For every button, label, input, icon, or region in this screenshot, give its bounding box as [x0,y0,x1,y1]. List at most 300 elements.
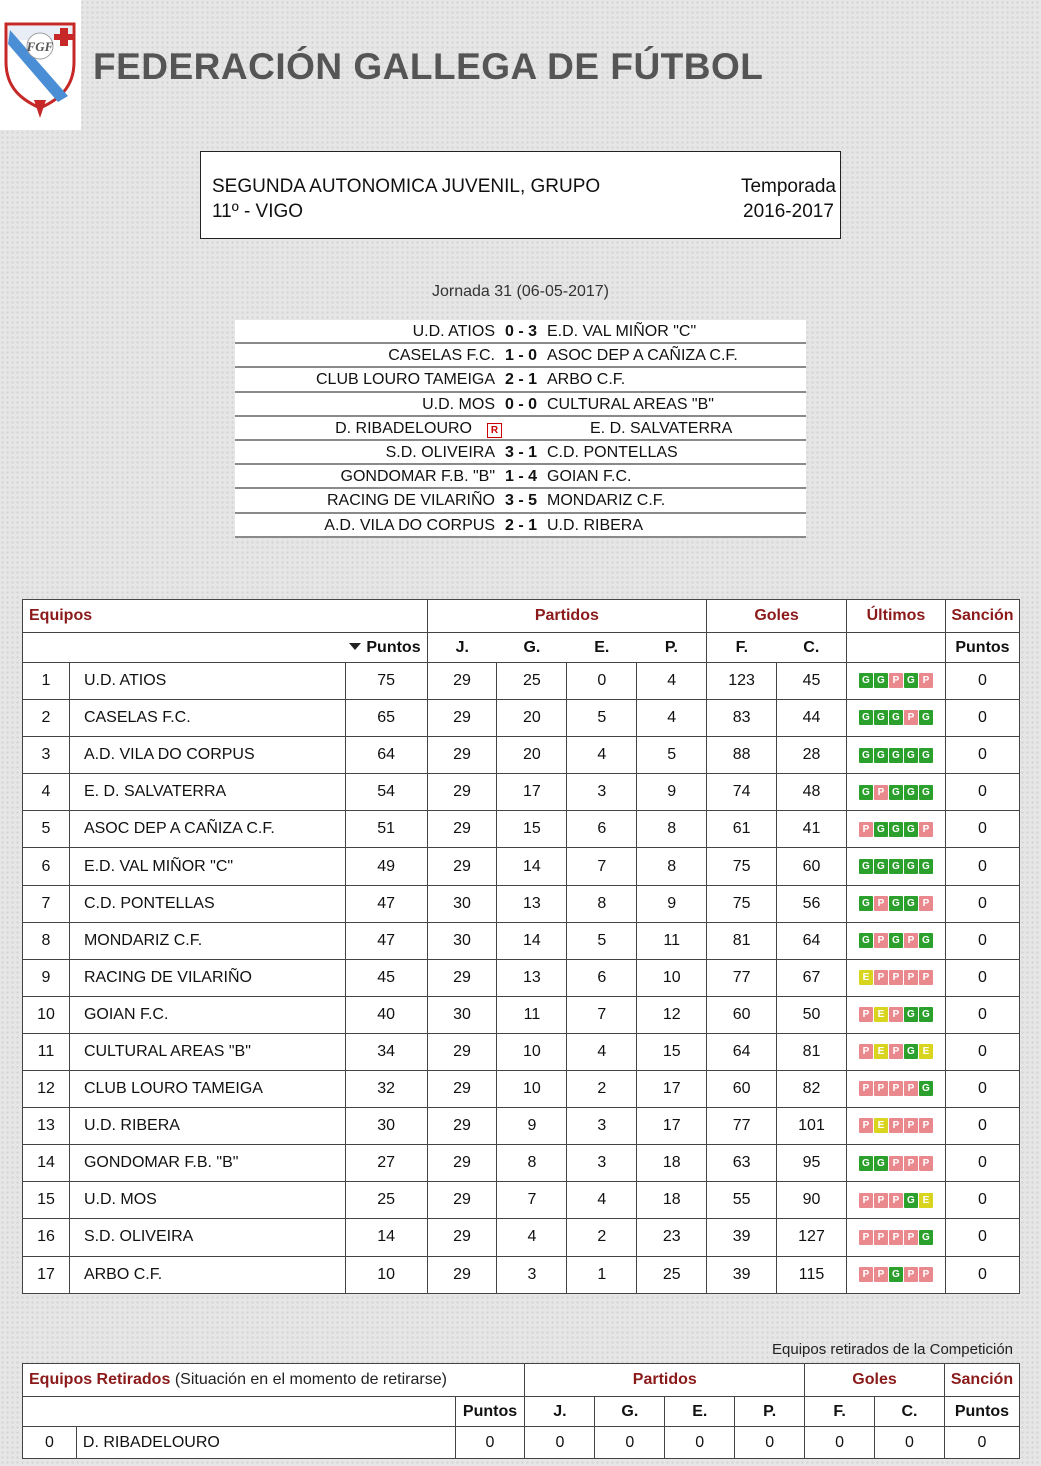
match-home-team[interactable]: U.D. ATIOS [412,323,495,340]
cell-c: 28 [777,737,847,774]
cell-sancion: 0 [945,663,1019,700]
match-row[interactable] [235,344,806,368]
cell-pos: 2 [23,700,70,737]
e-col-header: E. [567,633,637,663]
form-badge: G [889,933,903,948]
form-badge: P [889,1193,903,1208]
cell-pos: 15 [23,1182,70,1219]
retired-j-header: J. [525,1397,595,1427]
cell-team[interactable]: CASELAS F.C. [69,700,345,737]
cell-j: 29 [427,1108,497,1145]
standings-row[interactable] [23,774,1020,811]
retired-puntos-header: Puntos [455,1397,525,1427]
cell-e: 2 [567,1219,637,1256]
standings-row[interactable] [23,996,1020,1033]
form-badge: P [889,1230,903,1245]
match-score: 0 - 0 [505,395,538,413]
match-row[interactable] [235,368,806,392]
cell-f: 77 [707,959,777,996]
form-badge: G [859,785,873,800]
form-badge: G [904,896,918,911]
fgf-logo[interactable] [0,0,81,130]
form-badge: P [919,1118,933,1133]
retired-badge-icon: R [487,423,502,438]
form-badge: P [904,1230,918,1245]
form-badge: G [904,785,918,800]
cell-p: 15 [637,1033,707,1070]
form-badge: G [904,748,918,763]
match-home-team[interactable]: CLUB LOURO TAMEIGA [316,371,495,389]
form-badge: P [874,1193,888,1208]
cell-g: 14 [497,922,567,959]
form-badge: G [919,933,933,948]
cell-c: 56 [777,885,847,922]
match-row[interactable] [235,320,806,344]
cell-team[interactable]: U.D. MOS [69,1182,345,1219]
retired-cell-pts: 0 [455,1427,525,1459]
form-badge: G [919,1081,933,1096]
cell-c: 44 [777,700,847,737]
cell-pts: 45 [345,959,427,996]
cell-j: 29 [427,959,497,996]
standings-row[interactable] [23,1145,1020,1182]
cell-form [846,1219,945,1256]
form-badge: P [859,1267,873,1282]
cell-pts: 65 [345,700,427,737]
form-badge: P [874,1230,888,1245]
match-away-team[interactable]: CULTURAL AREAS "B" [547,395,714,413]
form-badge: P [904,1118,918,1133]
retired-sancion-puntos-header: Puntos [944,1397,1019,1427]
c-col-header: C. [777,633,847,663]
retired-cell-pos: 0 [23,1427,77,1459]
match-row[interactable] [235,489,806,513]
standings-row[interactable] [23,1108,1020,1145]
cell-p: 9 [637,885,707,922]
cell-p: 25 [637,1256,707,1293]
retired-cell-e: 0 [665,1427,735,1459]
cell-j: 29 [427,737,497,774]
form-badge: G [874,748,888,763]
match-home-team[interactable]: U.D. MOS [422,395,495,413]
puntos-sort-header[interactable] [345,633,427,663]
cell-e: 2 [567,1071,637,1108]
form-badge: E [874,1118,888,1133]
cell-team[interactable]: E. D. SALVATERRA [69,774,345,811]
form-badge: E [874,1007,888,1022]
cell-f: 123 [707,663,777,700]
standings-row[interactable] [23,1071,1020,1108]
cell-f: 61 [707,811,777,848]
cell-pts: 64 [345,737,427,774]
sancion-puntos-header: Puntos [945,633,1019,663]
standings-row[interactable] [23,1033,1020,1070]
cell-f: 60 [707,996,777,1033]
cell-pos: 9 [23,959,70,996]
match-row[interactable] [235,514,806,538]
cell-g: 9 [497,1108,567,1145]
form-badge: P [859,1081,873,1096]
season-label: Temporada [740,176,836,197]
match-home-team[interactable]: D. RIBADELOURO [335,419,472,437]
cell-f: 77 [707,1108,777,1145]
cell-g: 13 [497,885,567,922]
cell-team[interactable]: GOIAN F.C. [69,996,345,1033]
cell-team[interactable]: CULTURAL AREAS "B" [69,1033,345,1070]
cell-p: 8 [637,811,707,848]
form-badge: P [919,896,933,911]
cell-team[interactable]: S.D. OLIVEIRA [69,1219,345,1256]
match-away-team[interactable]: C.D. PONTELLAS [547,443,678,461]
cell-e: 7 [567,848,637,885]
form-badge: G [859,673,873,688]
retired-cell-g: 0 [595,1427,665,1459]
cell-g: 13 [497,959,567,996]
form-badge: P [919,970,933,985]
cell-j: 29 [427,663,497,700]
cell-sancion: 0 [945,1033,1019,1070]
cell-pts: 14 [345,1219,427,1256]
p-col-header: P. [637,633,707,663]
cell-form [846,1182,945,1219]
cell-sancion: 0 [945,700,1019,737]
form-badge: E [919,1044,933,1059]
cell-f: 64 [707,1033,777,1070]
retired-goles-header: Goles [805,1364,945,1397]
season [741,174,836,224]
standings-row[interactable] [23,922,1020,959]
cell-g: 20 [497,700,567,737]
cell-team[interactable]: ASOC DEP A CAÑIZA C.F. [69,811,345,848]
form-badge: P [904,710,918,725]
standings-row[interactable] [23,663,1020,700]
match-score: 2 - 1 [505,516,538,534]
form-badge: G [919,1007,933,1022]
match-row[interactable] [235,465,806,489]
cell-f: 88 [707,737,777,774]
cell-team[interactable]: U.D. RIBERA [69,1108,345,1145]
cell-team[interactable]: CLUB LOURO TAMEIGA [69,1071,345,1108]
cell-f: 55 [707,1182,777,1219]
cell-p: 5 [637,737,707,774]
match-away-team[interactable]: ASOC DEP A CAÑIZA C.F. [547,347,738,365]
retired-cell-f: 0 [805,1427,875,1459]
standings-row[interactable] [23,959,1020,996]
form-badge: E [859,970,873,985]
cell-e: 5 [567,922,637,959]
cell-j: 29 [427,1256,497,1293]
match-score: 1 - 4 [505,468,538,486]
form-badge: P [889,1044,903,1059]
cell-p: 12 [637,996,707,1033]
cell-team[interactable]: U.D. ATIOS [69,663,345,700]
cell-pos: 14 [23,1145,70,1182]
cell-sancion: 0 [945,885,1019,922]
form-badge: G [904,859,918,874]
form-badge: G [889,748,903,763]
form-badge: G [859,859,873,874]
cell-g: 11 [497,996,567,1033]
match-away-team[interactable]: U.D. RIBERA [547,516,644,534]
form-badge: P [859,1230,873,1245]
cell-p: 9 [637,774,707,811]
cell-c: 41 [777,811,847,848]
cell-e: 4 [567,1033,637,1070]
cell-sancion: 0 [945,848,1019,885]
form-badge: P [889,1081,903,1096]
cell-c: 67 [777,959,847,996]
cell-f: 74 [707,774,777,811]
form-badge: P [874,933,888,948]
cell-g: 20 [497,737,567,774]
cell-c: 101 [777,1108,847,1145]
retired-table [22,1363,1020,1459]
cell-c: 60 [777,848,847,885]
form-badge: G [889,859,903,874]
cell-g: 3 [497,1256,567,1293]
cell-team[interactable]: RACING DE VILARIÑO [69,959,345,996]
fgf-shield-logo-icon [0,0,81,130]
cell-p: 4 [637,700,707,737]
sancion-header: Sanción [945,600,1019,633]
season-value: 2016-2017 [743,201,834,222]
form-badge: P [874,970,888,985]
standings-row[interactable] [23,1256,1020,1293]
match-away-team[interactable]: E. D. SALVATERRA [590,419,733,437]
standings-row[interactable] [23,1182,1020,1219]
cell-sancion: 0 [945,1108,1019,1145]
cell-g: 25 [497,663,567,700]
cell-sancion: 0 [945,774,1019,811]
cell-e: 4 [567,737,637,774]
cell-pts: 51 [345,811,427,848]
cell-j: 29 [427,1071,497,1108]
puntos-label: Puntos [366,638,421,656]
cell-form [846,959,945,996]
match-score: 3 - 1 [505,443,538,461]
form-badge: E [874,1044,888,1059]
retired-note: (Situación en el momento de retirarse) [174,1371,447,1388]
form-badge: G [904,1007,918,1022]
cell-e: 6 [567,959,637,996]
form-badge: P [859,822,873,837]
cell-team[interactable]: GONDOMAR F.B. "B" [69,1145,345,1182]
cell-team[interactable]: C.D. PONTELLAS [69,885,345,922]
cell-pts: 25 [345,1182,427,1219]
f-col-header: F. [707,633,777,663]
cell-sancion: 0 [945,959,1019,996]
cell-pts: 30 [345,1108,427,1145]
cell-c: 81 [777,1033,847,1070]
cell-pts: 75 [345,663,427,700]
retired-c-header: C. [875,1397,945,1427]
cell-team[interactable]: MONDARIZ C.F. [69,922,345,959]
standings-row[interactable] [23,700,1020,737]
form-badge: P [904,970,918,985]
standings-row[interactable] [23,811,1020,848]
cell-g: 14 [497,848,567,885]
match-home-team[interactable]: CASELAS F.C. [388,347,495,365]
cell-team[interactable]: A.D. VILA DO CORPUS [69,737,345,774]
cell-pos: 3 [23,737,70,774]
cell-g: 10 [497,1071,567,1108]
cell-c: 127 [777,1219,847,1256]
form-badge: G [919,785,933,800]
cell-f: 83 [707,700,777,737]
retired-cell-p: 0 [735,1427,805,1459]
form-badge: P [889,970,903,985]
cell-j: 29 [427,700,497,737]
cell-c: 48 [777,774,847,811]
cell-pos: 12 [23,1071,70,1108]
cell-pos: 4 [23,774,70,811]
match-row[interactable] [235,417,806,441]
cell-form [846,1071,945,1108]
cell-c: 45 [777,663,847,700]
form-badge: P [859,1044,873,1059]
cell-pos: 8 [23,922,70,959]
form-badge: G [904,673,918,688]
standings-row[interactable] [23,737,1020,774]
cell-e: 8 [567,885,637,922]
standings-row[interactable] [23,848,1020,885]
cell-sancion: 0 [945,1071,1019,1108]
cell-team[interactable]: E.D. VAL MIÑOR "C" [69,848,345,885]
form-badge: P [904,933,918,948]
cell-f: 39 [707,1219,777,1256]
cell-form [846,1145,945,1182]
form-badge: P [904,1156,918,1171]
form-badge: G [889,710,903,725]
form-badge: G [889,1267,903,1282]
retired-cell-j: 0 [525,1427,595,1459]
match-away-team[interactable]: MONDARIZ C.F. [547,492,666,510]
match-home-team[interactable]: RACING DE VILARIÑO [326,492,495,510]
cell-form [846,1108,945,1145]
form-badge: P [874,785,888,800]
form-badge: G [859,896,873,911]
retired-sancion-header: Sanción [944,1364,1019,1397]
sort-desc-icon [349,643,361,650]
form-badge: G [874,822,888,837]
cell-pos: 11 [23,1033,70,1070]
cell-j: 30 [427,922,497,959]
cell-e: 5 [567,700,637,737]
cell-pts: 32 [345,1071,427,1108]
cell-team[interactable]: ARBO C.F. [69,1256,345,1293]
cell-p: 10 [637,959,707,996]
retired-row[interactable] [23,1427,1020,1459]
equipos-header: Equipos [23,600,428,633]
cell-sancion: 0 [945,1256,1019,1293]
form-badge: P [859,1118,873,1133]
form-badge: G [859,1156,873,1171]
match-row[interactable] [235,393,806,417]
cell-pos: 6 [23,848,70,885]
match-home-team[interactable]: A.D. VILA DO CORPUS [324,516,495,534]
cell-pts: 27 [345,1145,427,1182]
cell-pos: 13 [23,1108,70,1145]
cell-p: 8 [637,848,707,885]
standings-row[interactable] [23,1219,1020,1256]
cell-j: 30 [427,885,497,922]
competition-name-line2: 11º - VIGO [212,201,304,222]
cell-form [846,663,945,700]
cell-form [846,774,945,811]
cell-p: 11 [637,922,707,959]
ultimos-header: Últimos [846,600,945,633]
cell-p: 17 [637,1108,707,1145]
cell-form [846,811,945,848]
cell-c: 50 [777,996,847,1033]
cell-form [846,848,945,885]
cell-p: 18 [637,1182,707,1219]
retired-cell-team[interactable]: D. RIBADELOURO [76,1427,455,1459]
cell-pts: 34 [345,1033,427,1070]
form-badge: G [919,710,933,725]
cell-sancion: 0 [945,1182,1019,1219]
standings-row[interactable] [23,885,1020,922]
cell-pts: 54 [345,774,427,811]
cell-f: 39 [707,1256,777,1293]
retired-cell-c: 0 [875,1427,945,1459]
form-badge: G [874,1156,888,1171]
form-badge: G [919,1230,933,1245]
form-badge: G [919,748,933,763]
cell-pts: 49 [345,848,427,885]
cell-sancion: 0 [945,996,1019,1033]
cell-c: 82 [777,1071,847,1108]
match-away-team[interactable]: E.D. VAL MIÑOR "C" [547,323,697,340]
cell-c: 95 [777,1145,847,1182]
cell-pts: 47 [345,922,427,959]
match-home-team[interactable]: S.D. OLIVEIRA [385,443,495,461]
cell-j: 29 [427,1033,497,1070]
site-title: FEDERACIÓN GALLEGA DE FÚTBOL [93,46,764,87]
cell-sancion: 0 [945,922,1019,959]
jornada-title: Jornada 31 (06-05-2017) [431,283,609,300]
match-away-team[interactable]: GOIAN F.C. [547,468,632,486]
cell-e: 7 [567,996,637,1033]
retired-e-header: E. [665,1397,735,1427]
form-badge: P [889,673,903,688]
partidos-header: Partidos [427,600,707,633]
cell-pts: 10 [345,1256,427,1293]
cell-j: 30 [427,996,497,1033]
cell-j: 29 [427,811,497,848]
retired-g-header: G. [595,1397,665,1427]
match-away-team[interactable]: ARBO C.F. [547,371,626,389]
cell-sancion: 0 [945,1219,1019,1256]
cell-g: 8 [497,1145,567,1182]
cell-form [846,922,945,959]
cell-j: 29 [427,774,497,811]
cell-g: 17 [497,774,567,811]
cell-form [846,996,945,1033]
retired-equipos-header [23,1364,525,1397]
cell-e: 6 [567,811,637,848]
retired-caption: Equipos retirados de la Competición [772,1341,1013,1358]
form-badge: P [889,1007,903,1022]
cell-form [846,700,945,737]
competition-box [200,151,841,239]
match-row[interactable] [235,441,806,465]
match-home-team[interactable]: GONDOMAR F.B. "B" [340,468,495,486]
form-badge: G [859,933,873,948]
cell-p: 17 [637,1071,707,1108]
retired-equipos-label: Equipos Retirados [29,1371,171,1388]
results-list [235,320,806,538]
